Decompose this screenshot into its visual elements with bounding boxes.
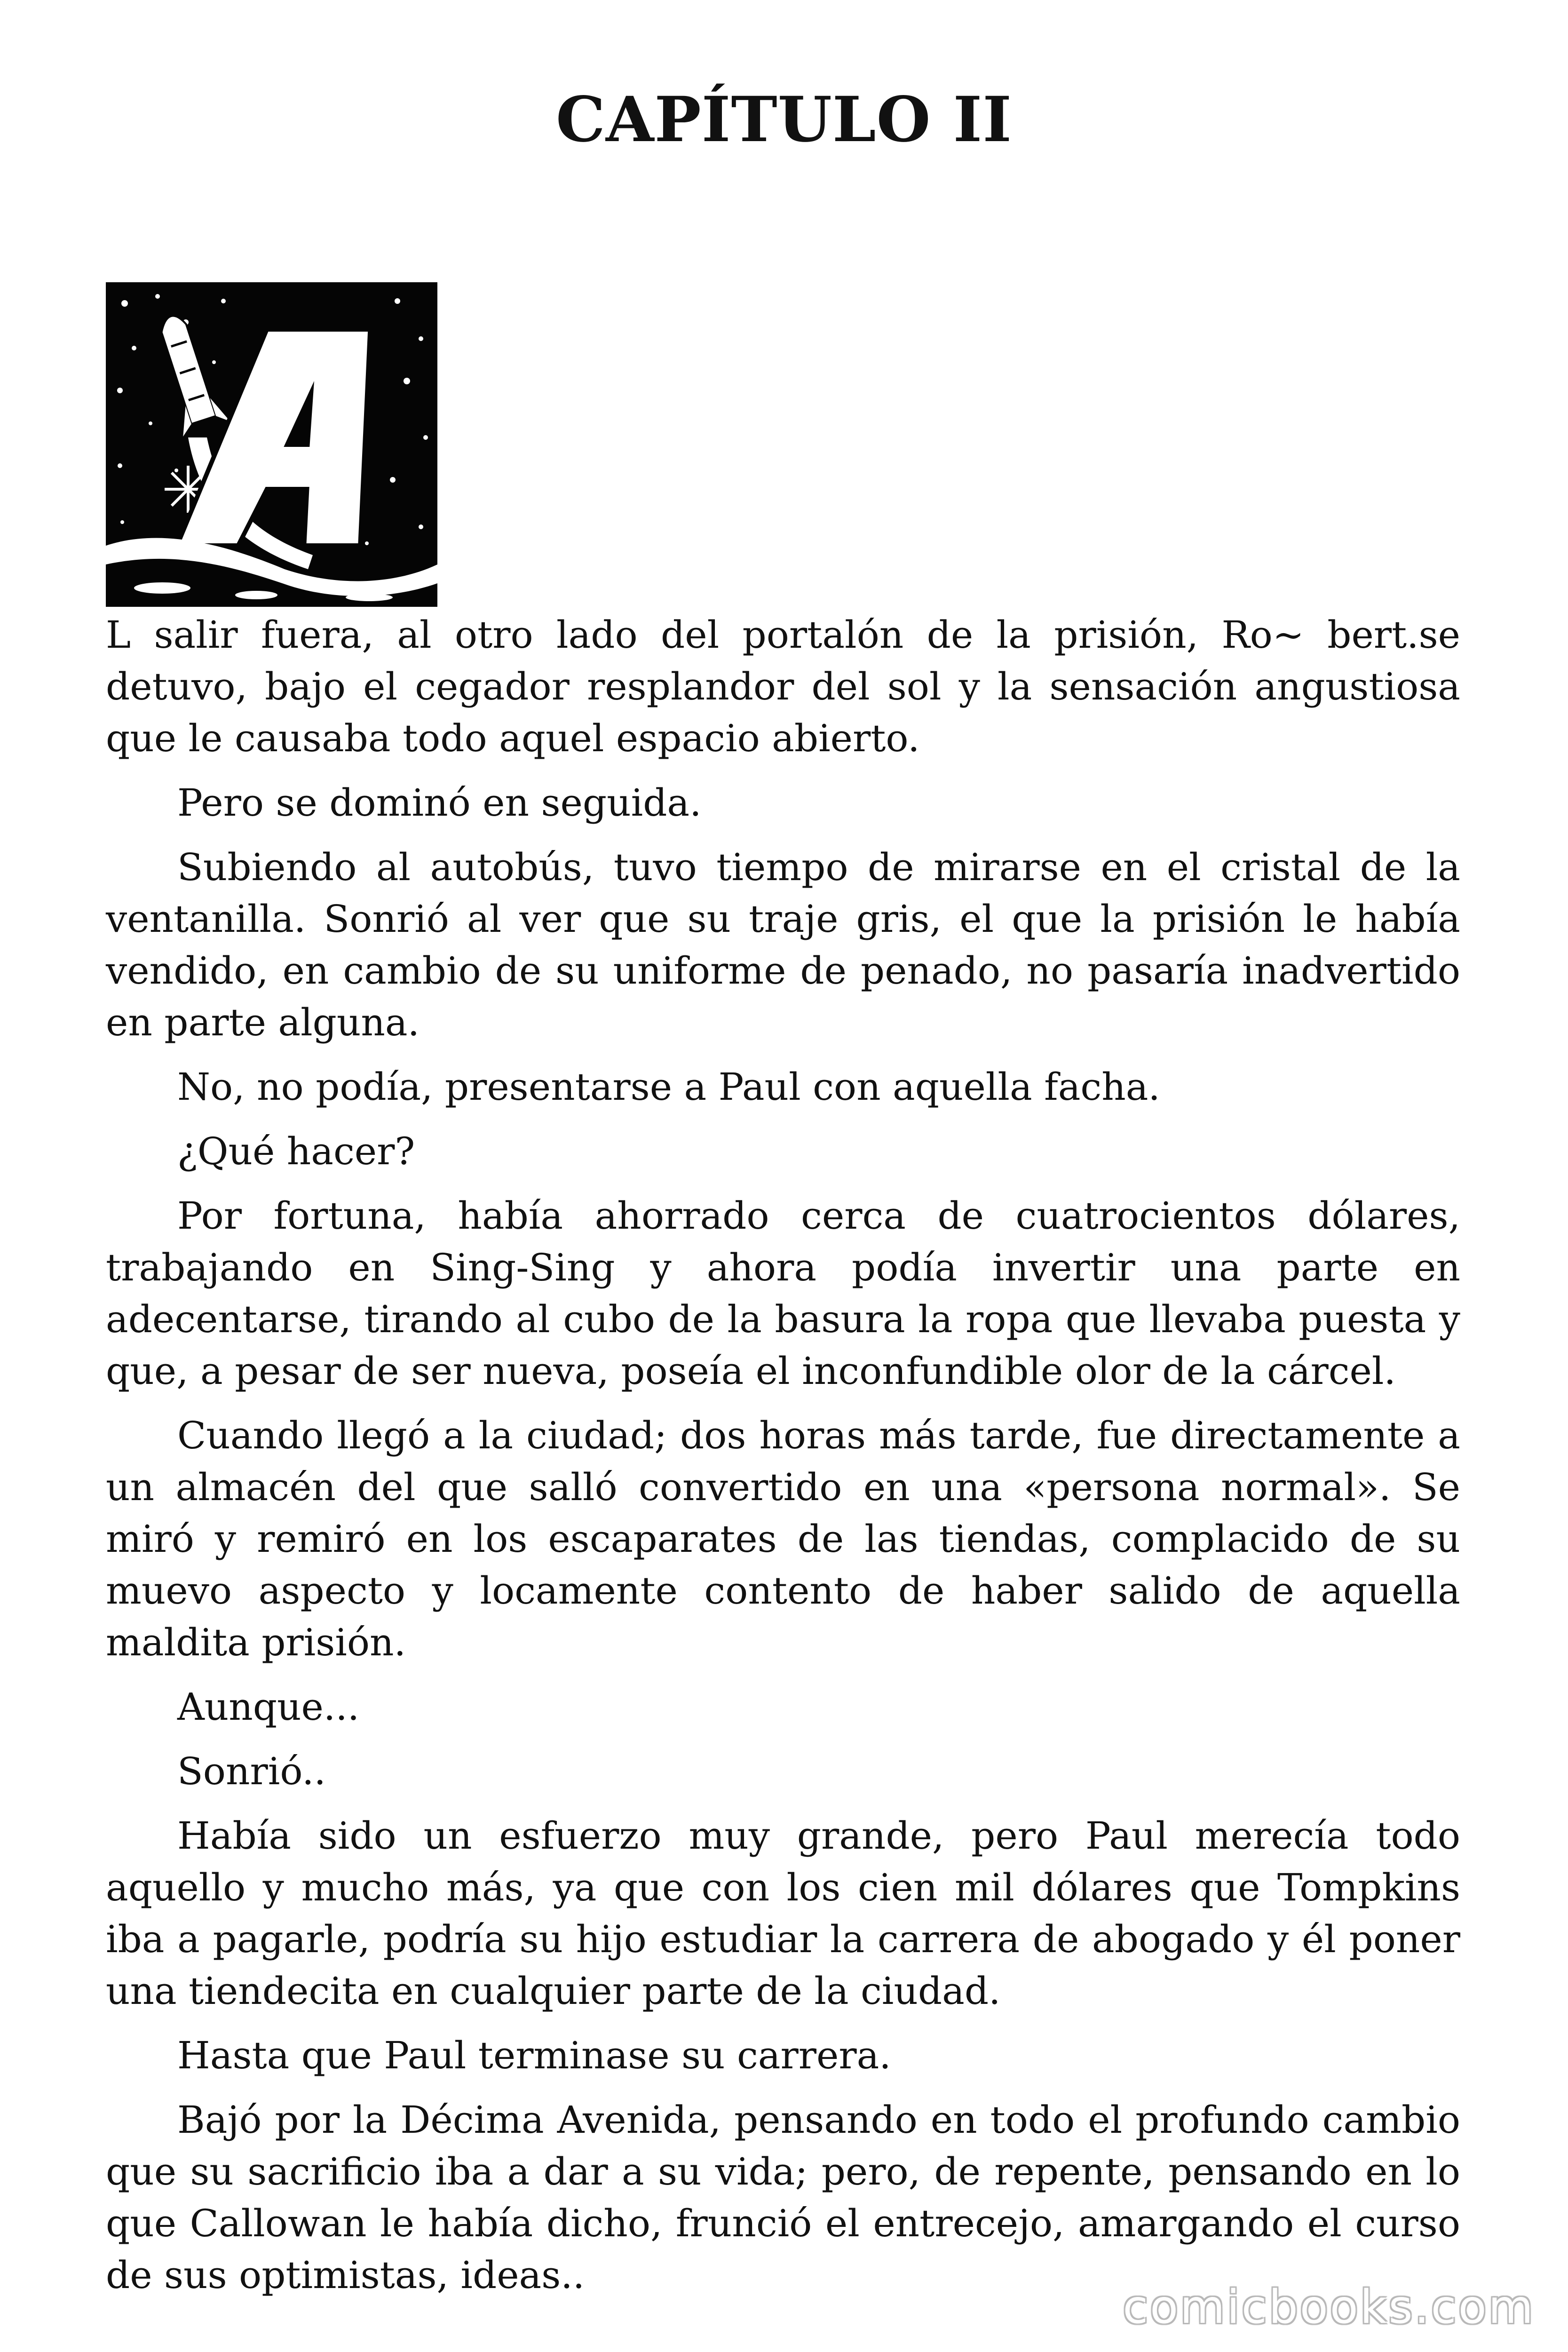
- paragraph-8: Aunque...: [177, 1685, 360, 1729]
- chapter-body: [106, 609, 1460, 2314]
- paragraph-4: No, no podía, presentarse a Paul con aquella facha.: [177, 1065, 1160, 1109]
- paragraph-12: Bajó por la Décima Avenida, pensando en todo el profundo cambio que su sacrificio iba a dar a su vida; pero, de repente, pensando en lo que Callowan le había dicho, frunció el entrecejo, amargando el curso de sus optimistas, ideas..: [106, 2098, 1460, 2297]
- paragraph-10: Había sido un esfuerzo muy grande, pero Paul merecía todo aquello y mucho más, ya que con los cien mil dólares que Tompkins iba a pagarle, podría su hijo estudiar la carrera de abogado y él poner una tiendecita en cualquier parte de la ciudad.: [106, 1814, 1460, 2013]
- paragraph-3: Subiendo al autobús, tuvo tiempo de mirarse en el cristal de la ventanilla. Sonrió al ver que su traje gris, el que la prisión le había vendido, en cambio de su uniforme de penado, no pasaría inadvertido en parte alguna.: [106, 845, 1460, 1044]
- paragraph-7: Cuando llegó a la ciudad; dos horas más tarde, fue directamente a un almacén del que salló convertido en una «persona normal». Se miró y remiró en los escaparates de las tiendas, complacido de su muevo aspecto y locamente contento de haber salido de aquella maldita prisión.: [106, 1414, 1460, 1664]
- rocket-space-letter-icon: [106, 282, 437, 607]
- paragraph-11: Hasta que Paul terminase su carrera.: [177, 2034, 891, 2077]
- paragraph-6: Por fortuna, había ahorrado cerca de cuatrocientos dólares, trabajando en Sing-Sing y ahora podía invertir una parte en adecentarse, tirando al cubo de la basura la ropa que llevaba puesta y que, a pesar de ser nueva, poseía el inconfundible olor de la cárcel.: [106, 1194, 1460, 1393]
- paragraph-1: L salir fuera, al otro lado del portalón de la prisión, Ro~ bert.se detuvo, bajo el cegador resplandor del sol y la sensación angustiosa que le causaba todo aquel espacio abierto.: [106, 613, 1460, 760]
- chapter-title: CAPÍTULO II: [555, 83, 1013, 156]
- watermark: comicbooks.com: [1123, 2280, 1535, 2334]
- paragraph-2: Pero se dominó en seguida.: [177, 781, 702, 825]
- paragraph-9: Sonrió..: [177, 1749, 326, 1793]
- drop-cap-illustration: [106, 282, 437, 607]
- paragraph-5: ¿Qué hacer?: [177, 1129, 415, 1173]
